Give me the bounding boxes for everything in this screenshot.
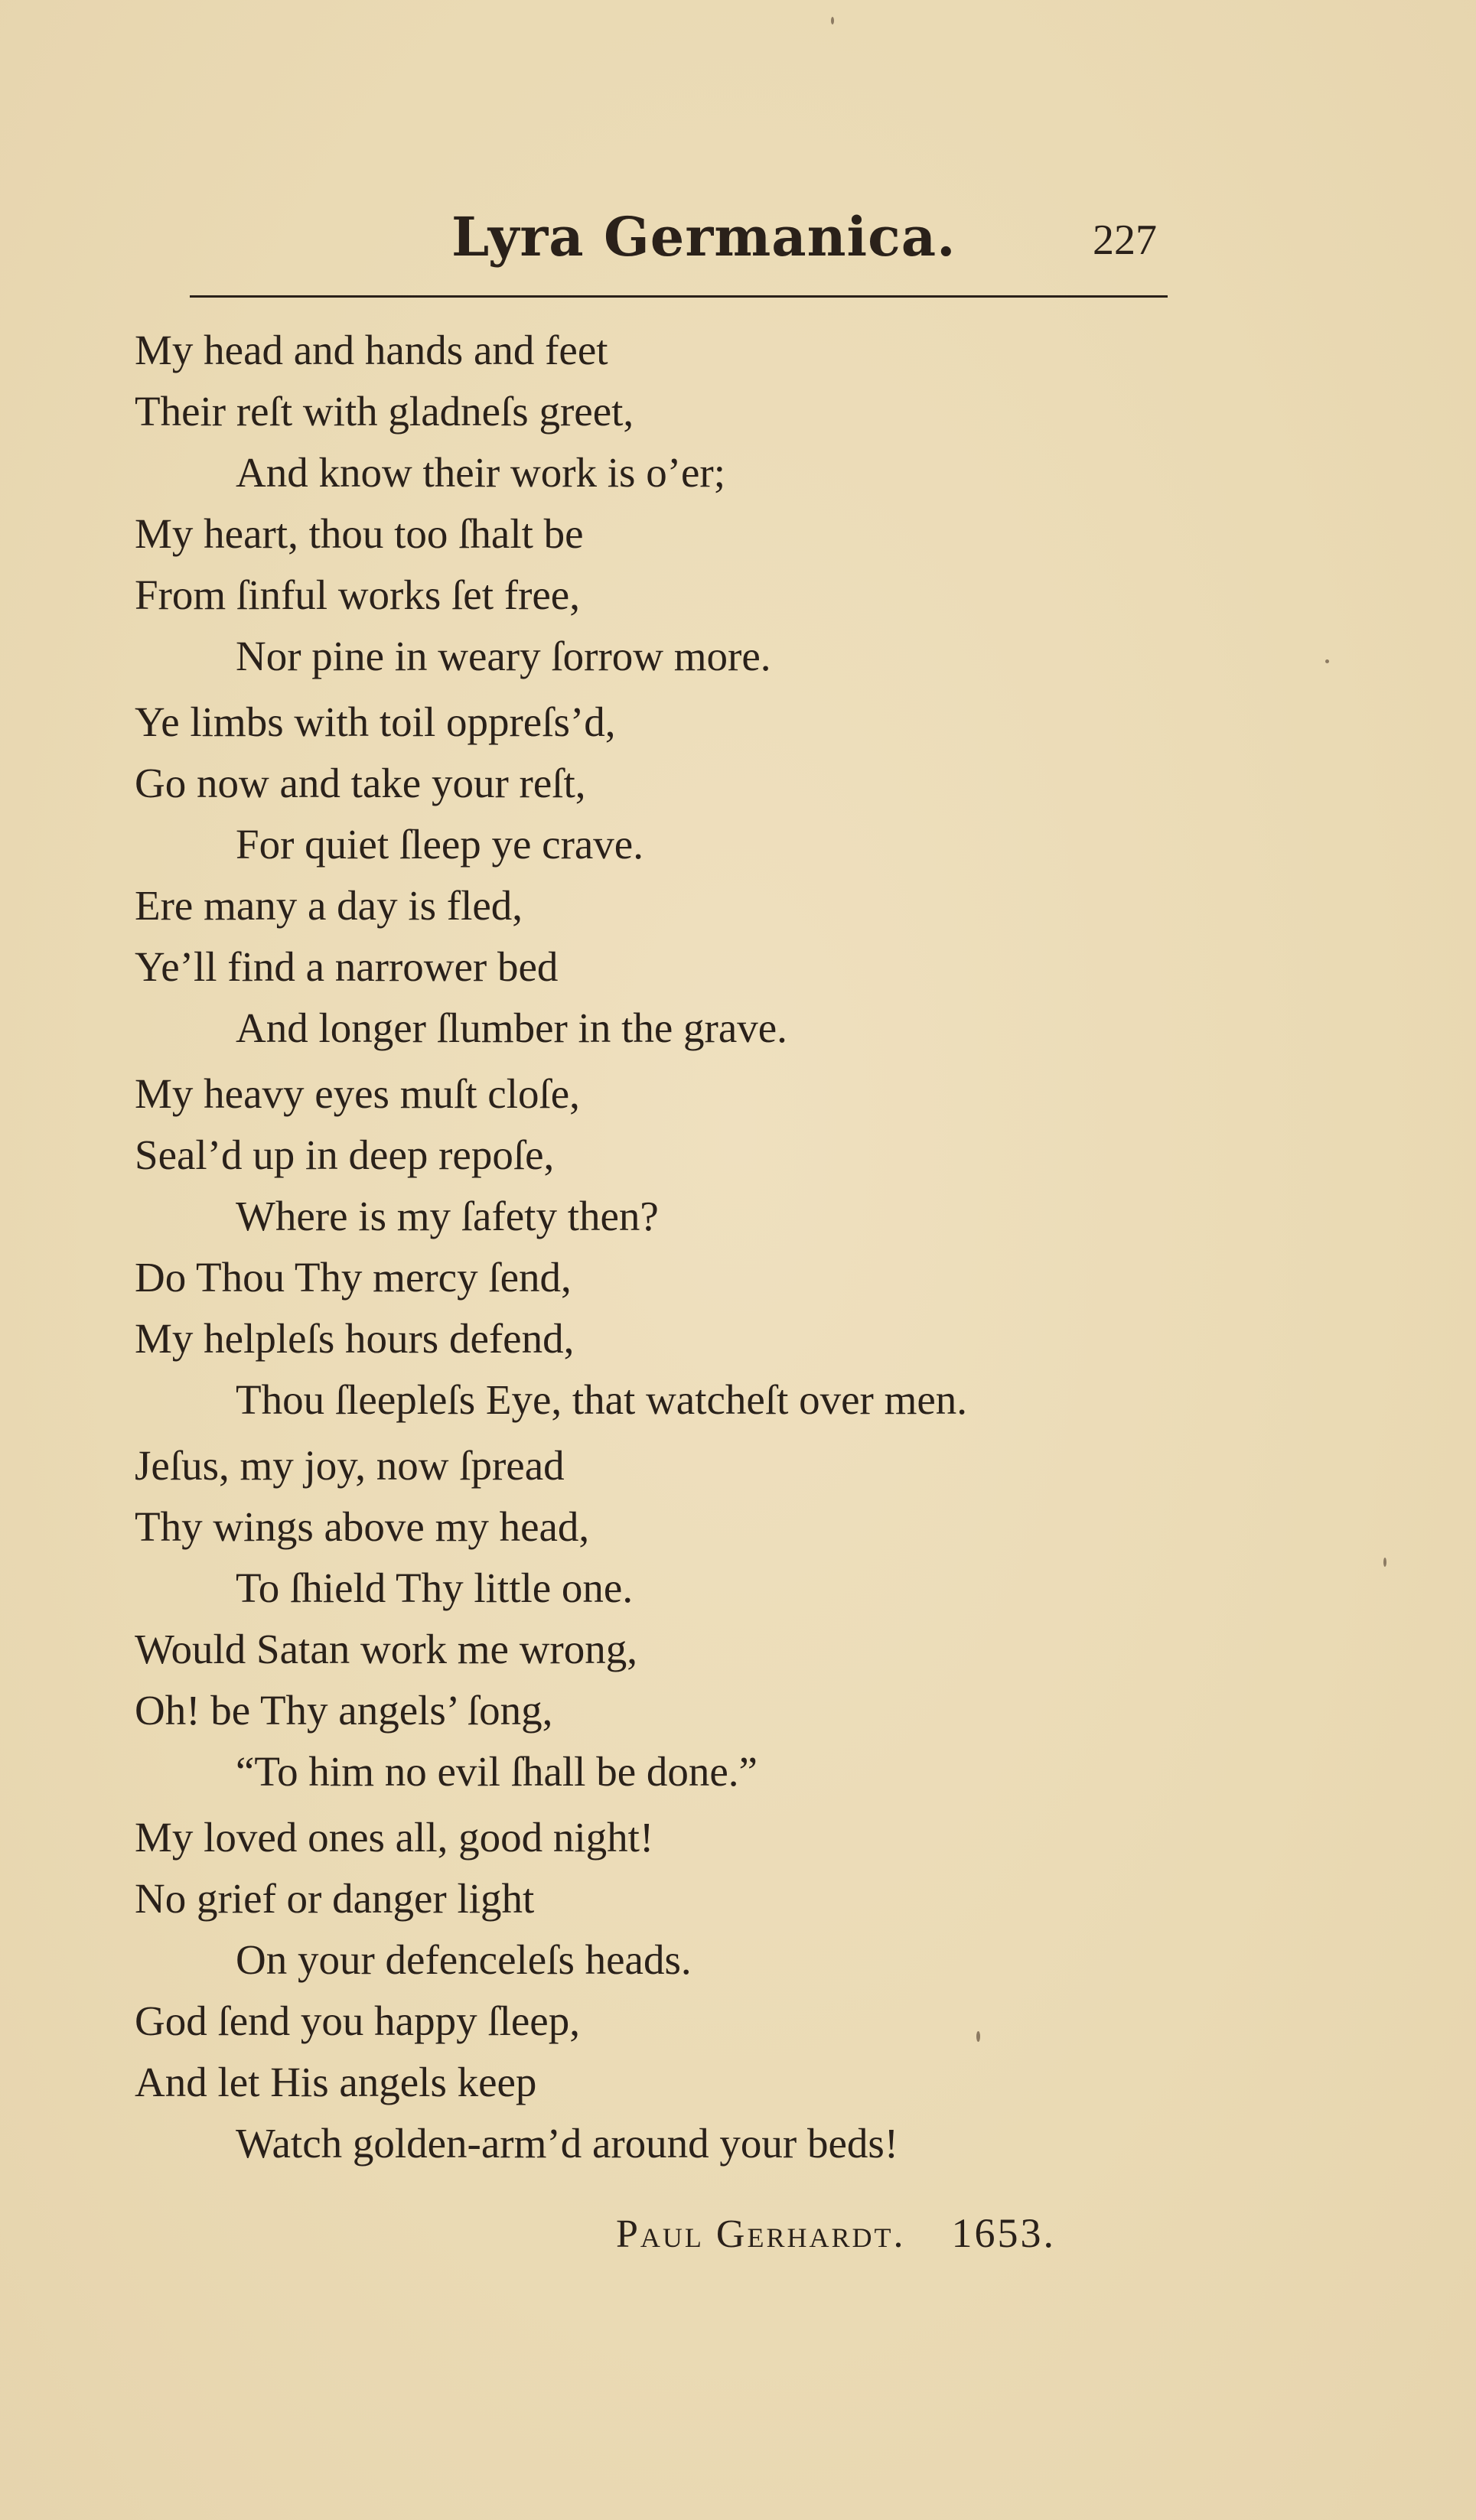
verse-line: From ſinful works ſet free, [135, 571, 580, 618]
verse-line: For quiet ſleep ye crave. [236, 821, 644, 868]
paper-speck [976, 2031, 980, 2042]
verse-line: Seal’d up in deep repoſe, [135, 1131, 555, 1178]
stanza [135, 1063, 1328, 1431]
verse-line: To ſhield Thy little one. [236, 1564, 634, 1611]
verse-line: Ere many a day is fled, [135, 882, 523, 929]
verse-line: My heavy eyes muſt cloſe, [135, 1070, 580, 1117]
verse-line: On your defenceleſs heads. [236, 1936, 692, 1983]
attribution-year: 1653. [951, 2210, 1056, 2256]
verse-line: Thou ſleepleſs Eye, that watcheſt over men. [236, 1376, 968, 1423]
header-rule [190, 295, 1168, 298]
paper-speck [831, 17, 834, 24]
stanza [135, 1435, 1328, 1802]
page-number: 227 [1093, 217, 1157, 264]
verse-line: My loved ones all, good night! [135, 1814, 654, 1861]
stanza [135, 1807, 1328, 2174]
verse-line: Ye’ll find a narrower bed [135, 943, 559, 990]
verse-line: Oh! be Thy angels’ ſong, [135, 1687, 553, 1734]
verse-line: Nor pine in weary ſorrow more. [236, 633, 771, 679]
verse-line: Thy wings above my head, [135, 1503, 590, 1550]
stanza [135, 320, 1328, 687]
verse-line: And let His angels keep [135, 2059, 537, 2105]
poem-body [135, 320, 1328, 2179]
verse-line: Watch golden-arm’d around your beds! [236, 2120, 899, 2167]
verse-line: My helpleſs hours defend, [135, 1315, 575, 1362]
verse-line: Would Satan work me wrong, [135, 1626, 637, 1672]
verse-line: No grief or danger light [135, 1875, 535, 1922]
verse-line: And longer ſlumber in the grave. [236, 1004, 787, 1051]
verse-line: My head and hands and feet [135, 327, 608, 373]
verse-line: Go now and take your reſt, [135, 760, 586, 806]
verse-line: Ye limbs with toil oppreſs’d, [135, 698, 616, 745]
verse-line: Their reſt with gladneſs greet, [135, 388, 634, 435]
stanza [135, 692, 1328, 1059]
paper-speck [1325, 659, 1329, 663]
verse-line: My heart, thou too ſhalt be [135, 510, 584, 557]
verse-line: God ſend you happy ſleep, [135, 1997, 580, 2044]
verse-line: Where is my ſafety then? [236, 1193, 659, 1239]
verse-line: Jeſus, my joy, now ſpread [135, 1442, 565, 1489]
verse-line: Do Thou Thy mercy ſend, [135, 1254, 572, 1301]
verse-line: And know their work is o’er; [236, 449, 726, 496]
verse-line: “To him no evil ſhall be done.” [236, 1748, 758, 1795]
author-name: Paul Gerhardt. [616, 2212, 906, 2256]
paper-speck [1383, 1558, 1386, 1567]
attribution [616, 2209, 1056, 2257]
running-title: Lyra Germanica. [451, 205, 956, 269]
